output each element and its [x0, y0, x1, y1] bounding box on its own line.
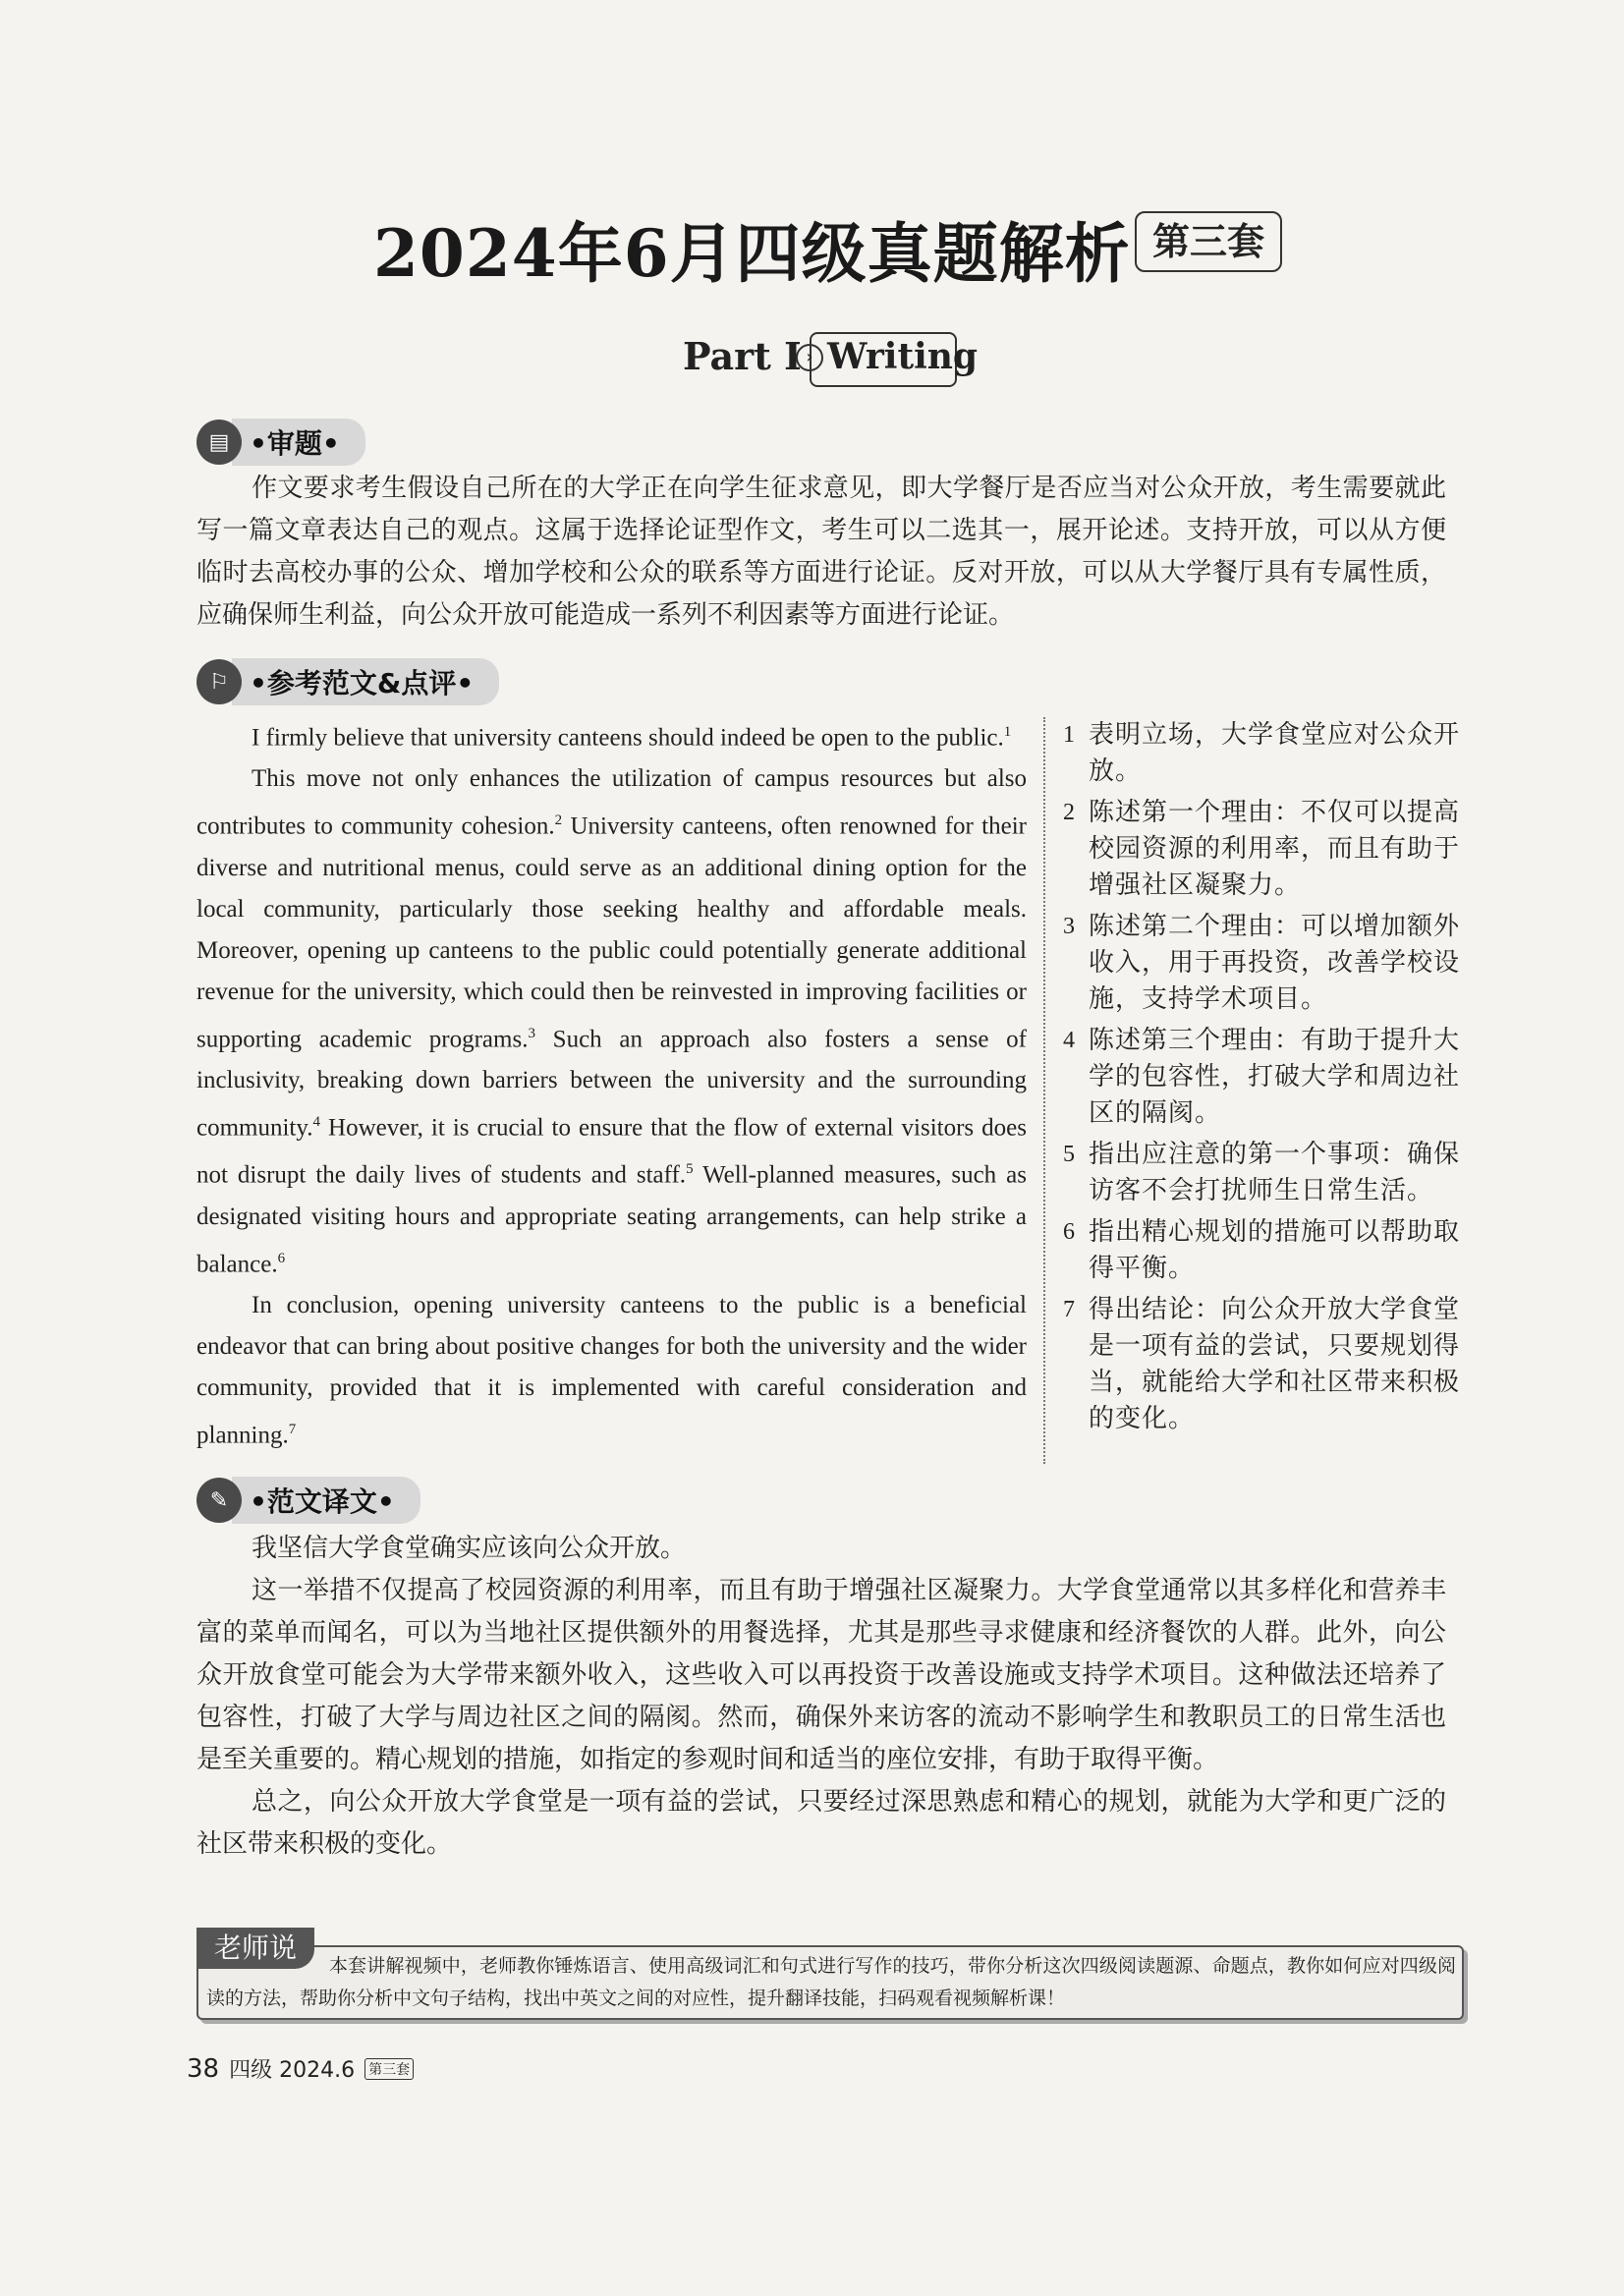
- essay-sentence: Such an approach also fosters a sense of inclusivity, breaking down barriers between the university and the surrounding community.: [196, 1025, 1027, 1142]
- commentary-note: [1063, 1214, 1468, 1287]
- note-number: 2: [1063, 800, 1075, 825]
- exam-label: 四级 2024.6: [229, 2058, 356, 2083]
- document-icon: ▤: [196, 420, 242, 465]
- note-ref: 3: [528, 1025, 535, 1041]
- chevron-right-icon: ›: [796, 344, 823, 371]
- note-ref: 7: [288, 1421, 297, 1437]
- note-number: 7: [1063, 1297, 1075, 1322]
- note-number: 4: [1063, 1028, 1075, 1053]
- section-title-sample: •参考范文&点评•: [232, 658, 499, 705]
- section-header-sample: [196, 660, 499, 703]
- note-text: 表明立场，大学食堂应对公众开放。: [1089, 720, 1461, 786]
- note-ref: 6: [277, 1250, 286, 1266]
- section-header-analysis: [196, 420, 365, 464]
- note-number: 6: [1063, 1219, 1075, 1245]
- flag-icon: ⚐: [196, 659, 242, 704]
- translation-body: [196, 1528, 1446, 1866]
- section-title-analysis: •审题•: [232, 419, 365, 466]
- note-ref: 4: [312, 1113, 321, 1130]
- note-text: 得出结论：向公众开放大学食堂是一项有益的尝试，只要规划得当，就能给大学和社区带来积极的变化。: [1089, 1295, 1461, 1433]
- note-ref: 2: [554, 812, 563, 829]
- page-title: 2024年6月四级真题解析: [373, 215, 1131, 292]
- sample-essay: [196, 711, 1027, 1456]
- section-title-translation: •范文译文•: [232, 1477, 420, 1524]
- teacher-note-tag: 老师说: [196, 1928, 314, 1969]
- note-text: 陈述第三个理由：有助于提升大学的包容性，打破大学和周边社区的隔阂。: [1089, 1026, 1461, 1128]
- note-text: 指出精心规划的措施可以帮助取得平衡。: [1089, 1217, 1461, 1283]
- note-number: 3: [1063, 914, 1075, 939]
- commentary-notes: [1043, 717, 1468, 1464]
- note-number: 5: [1063, 1142, 1075, 1167]
- translation-paragraph: 总之，向公众开放大学食堂是一项有益的尝试，只要经过深思熟虑和精心的规划，就能为大学和更广泛的社区带来积极的变化。: [196, 1787, 1446, 1859]
- page-footer: [187, 2053, 414, 2084]
- note-text: 指出应注意的第一个事项：确保访客不会打扰师生日常生活。: [1089, 1140, 1461, 1205]
- note-ref: 1: [1003, 724, 1012, 740]
- teacher-note-text: 本套讲解视频中，老师教你锤炼语言、使用高级词汇和句式进行写作的技巧，带你分析这次四级阅读题源、命题点，教你如何应对四级阅读的方法，帮助你分析中文句子结构，找出中英文之间的对应性，提升翻译技能，扫码观看视频解析课！: [206, 1955, 1456, 2009]
- analysis-paragraph: 作文要求考生假设自己所在的大学正在向学生征求意见，即大学餐厅是否应当对公众开放，考生需要就此写一篇文章表达自己的观点。这属于选择论证型作文，考生可以二选其一，展开论述。支持开放，可以从方便临时去高校办事的公众、增加学校和公众的联系等方面进行论证。反对开放，可以从大学餐厅具有专属性质，应确保师生利益，向公众开放可能造成一系列不利因素等方面进行论证。: [196, 474, 1446, 630]
- note-text: 陈述第二个理由：可以增加额外收入，用于再投资，改善学校设施，支持学术项目。: [1089, 912, 1461, 1014]
- commentary-note: [1063, 795, 1468, 904]
- translation-paragraph: 这一举措不仅提高了校园资源的利用率，而且有助于增强社区凝聚力。大学食堂通常以其多样化和营养丰富的菜单而闻名，可以为当地社区提供额外的用餐选择，尤其是那些寻求健康和经济餐饮的人群。此外，向公众开放食堂可能会为大学带来额外收入，这些收入可以再投资于改善设施或支持学术项目。这种做法还培养了包容性，打破了大学与周边社区之间的隔阂。然而，确保外来访客的流动不影响学生和教职员工的日常生活也是至关重要的。精心规划的措施，如指定的参观时间和适当的座位安排，有助于取得平衡。: [196, 1576, 1446, 1774]
- section-header-translation: [196, 1479, 420, 1522]
- note-number: 1: [1063, 722, 1075, 748]
- essay-sentence: This move not only enhances the utilization of campus resources but also contributes to community cohesion.: [196, 765, 1027, 840]
- essay-sentence: However, it is crucial to ensure that the flow of external visitors does not disrupt the daily lives of students and staff.: [196, 1114, 1027, 1189]
- note-text: 陈述第一个理由：不仅可以提高校园资源的利用率，而且有助于增强社区凝聚力。: [1089, 798, 1461, 900]
- essay-sentence: University canteens, often renowned for their diverse and nutritional menus, could serve as an additional dining option for the local community, particularly those seeking healthy and affordable meals. Moreover, opening up canteens to the public could potentially generate additional revenue for the university, which could then be reinvested in improving facilities or supporting academic programs.: [196, 812, 1027, 1052]
- essay-sentence: I firmly believe that university canteens should indeed be open to the public.: [252, 724, 1004, 752]
- part-label: Part I: [683, 334, 802, 378]
- note-ref: 5: [686, 1161, 694, 1178]
- footer-set-badge: 第三套: [364, 2058, 414, 2080]
- part-name: Writing: [827, 336, 979, 377]
- commentary-note: [1063, 1292, 1468, 1437]
- essay-sentence: Well-planned measures, such as designated visiting hours and appropriate seating arrangements, can help strike a balance.: [196, 1161, 1027, 1277]
- page-number: 38: [187, 2053, 220, 2084]
- analysis-body: [196, 468, 1446, 637]
- commentary-note: [1063, 717, 1468, 790]
- translation-paragraph: 我坚信大学食堂确实应该向公众开放。: [252, 1534, 687, 1563]
- set-badge: 第三套: [1135, 211, 1282, 272]
- pen-icon: ✎: [196, 1478, 242, 1523]
- commentary-note: [1063, 909, 1468, 1018]
- commentary-note: [1063, 1137, 1468, 1209]
- essay-sentence: In conclusion, opening university canteens to the public is a beneficial endeavor that can bring about positive changes for both the university and the wider community, provided that it is implemented with careful consideration and planning.: [196, 1291, 1027, 1449]
- essay-paragraph: [196, 758, 1027, 1285]
- commentary-note: [1063, 1023, 1468, 1132]
- essay-paragraph: [196, 1285, 1027, 1456]
- essay-paragraph: [196, 711, 1027, 758]
